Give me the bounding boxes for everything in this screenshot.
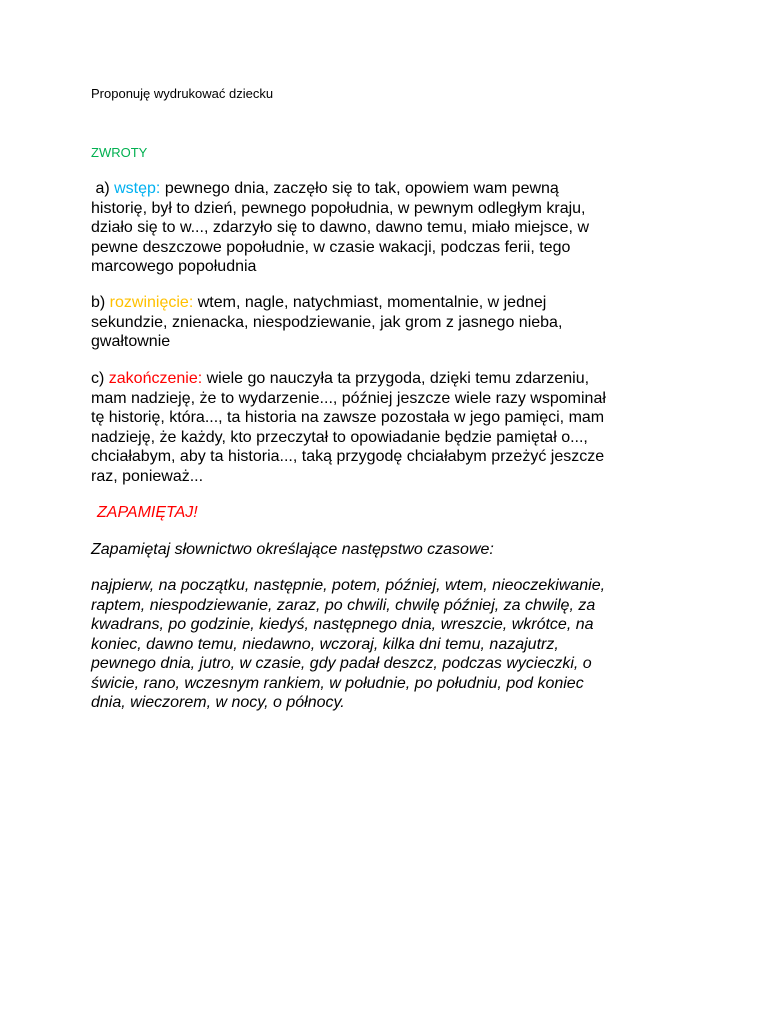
section-a-line: działo się to w..., zdarzyło się to dawno, dawno temu, miało miejsce, w <box>91 219 589 236</box>
section-c-prefix: c) <box>91 370 109 387</box>
section-a-line: historię, był to dzień, pewnego popołudnia, w pewnym odległym kraju, <box>91 199 586 217</box>
vocabulary-line: kwadrans, po godzinie, kiedyś, następnego dnia, wreszcie, wkrótce, na <box>91 616 594 633</box>
intro-line: Proponuję wydrukować dziecku <box>91 86 274 101</box>
vocabulary-line: raptem, niespodziewanie, zaraz, po chwili, chwilę później, za chwilę, za <box>91 596 596 614</box>
section-b-paragraph <box>91 293 681 352</box>
section-a-paragraph <box>91 179 681 277</box>
section-b-label: rozwinięcie: <box>109 294 194 311</box>
section-c-line: chciałabym, aby ta historia..., taką przygodę chciałabym przeżyć jeszcze <box>91 448 605 465</box>
section-b-text-1: wtem, nagle, natychmiast, momentalnie, w jednej <box>193 294 547 311</box>
section-a-line: marcowego popołudnia <box>91 258 257 275</box>
section-c-paragraph <box>91 369 681 486</box>
section-c-line: raz, ponieważ... <box>91 467 204 485</box>
vocabulary-list <box>91 576 605 713</box>
vocabulary-line: dnia, wieczorem, w nocy, o północy. <box>91 694 345 711</box>
vocabulary-line: pewnego dnia, jutro, w czasie, gdy padał deszcz, podczas wycieczki, o <box>91 655 592 672</box>
section-c-line: tę historię, która..., ta historia na zawsze pozostała w jego pamięci, mam <box>91 409 605 426</box>
section-b-prefix: b) <box>91 294 110 311</box>
section-c-label: zakończenie: <box>108 370 203 387</box>
section-a-text-1: pewnego dnia, zaczęło się to tak, opowiem wam pewną <box>160 180 559 197</box>
vocabulary-line: świcie, rano, wczesnym rankiem, w południe, po południu, pod koniec <box>91 674 584 692</box>
section-c-line-1 <box>91 369 681 389</box>
section-a-line-1 <box>91 179 681 199</box>
section-a-prefix: a) <box>91 180 115 197</box>
section-c-text-1: wiele go nauczyła ta przygoda, dzięki temu zdarzeniu, <box>202 370 590 387</box>
section-heading-zwroty: ZWROTY <box>91 145 148 160</box>
section-b-line: sekundzie, znienacka, niespodziewanie, jak grom z jasnego nieba, <box>91 313 563 331</box>
vocabulary-line: koniec, dawno temu, niedawno, wczoraj, kilka dni temu, nazajutrz, <box>91 635 559 653</box>
section-a-label: wstęp: <box>114 180 161 197</box>
remember-heading: ZAPAMIĘTAJ! <box>97 504 198 521</box>
section-c-line: mam nadzieję, że to wydarzenie..., później jeszcze wiele razy wspominał <box>91 389 606 407</box>
section-b-line: gwałtownie <box>91 333 171 350</box>
section-b-line-1 <box>91 293 681 313</box>
section-c-line: nadzieję, że każdy, kto przeczytał to opowiadanie będzie pamiętał o..., <box>91 428 588 446</box>
vocabulary-heading: Zapamiętaj słownictwo określające następstwo czasowe: <box>91 541 494 558</box>
section-a-line: pewne deszczowe popołudnie, w czasie wakacji, podczas ferii, tego <box>91 238 571 256</box>
vocabulary-line: najpierw, na początku, następnie, potem, później, wtem, nieoczekiwanie, <box>91 577 606 594</box>
